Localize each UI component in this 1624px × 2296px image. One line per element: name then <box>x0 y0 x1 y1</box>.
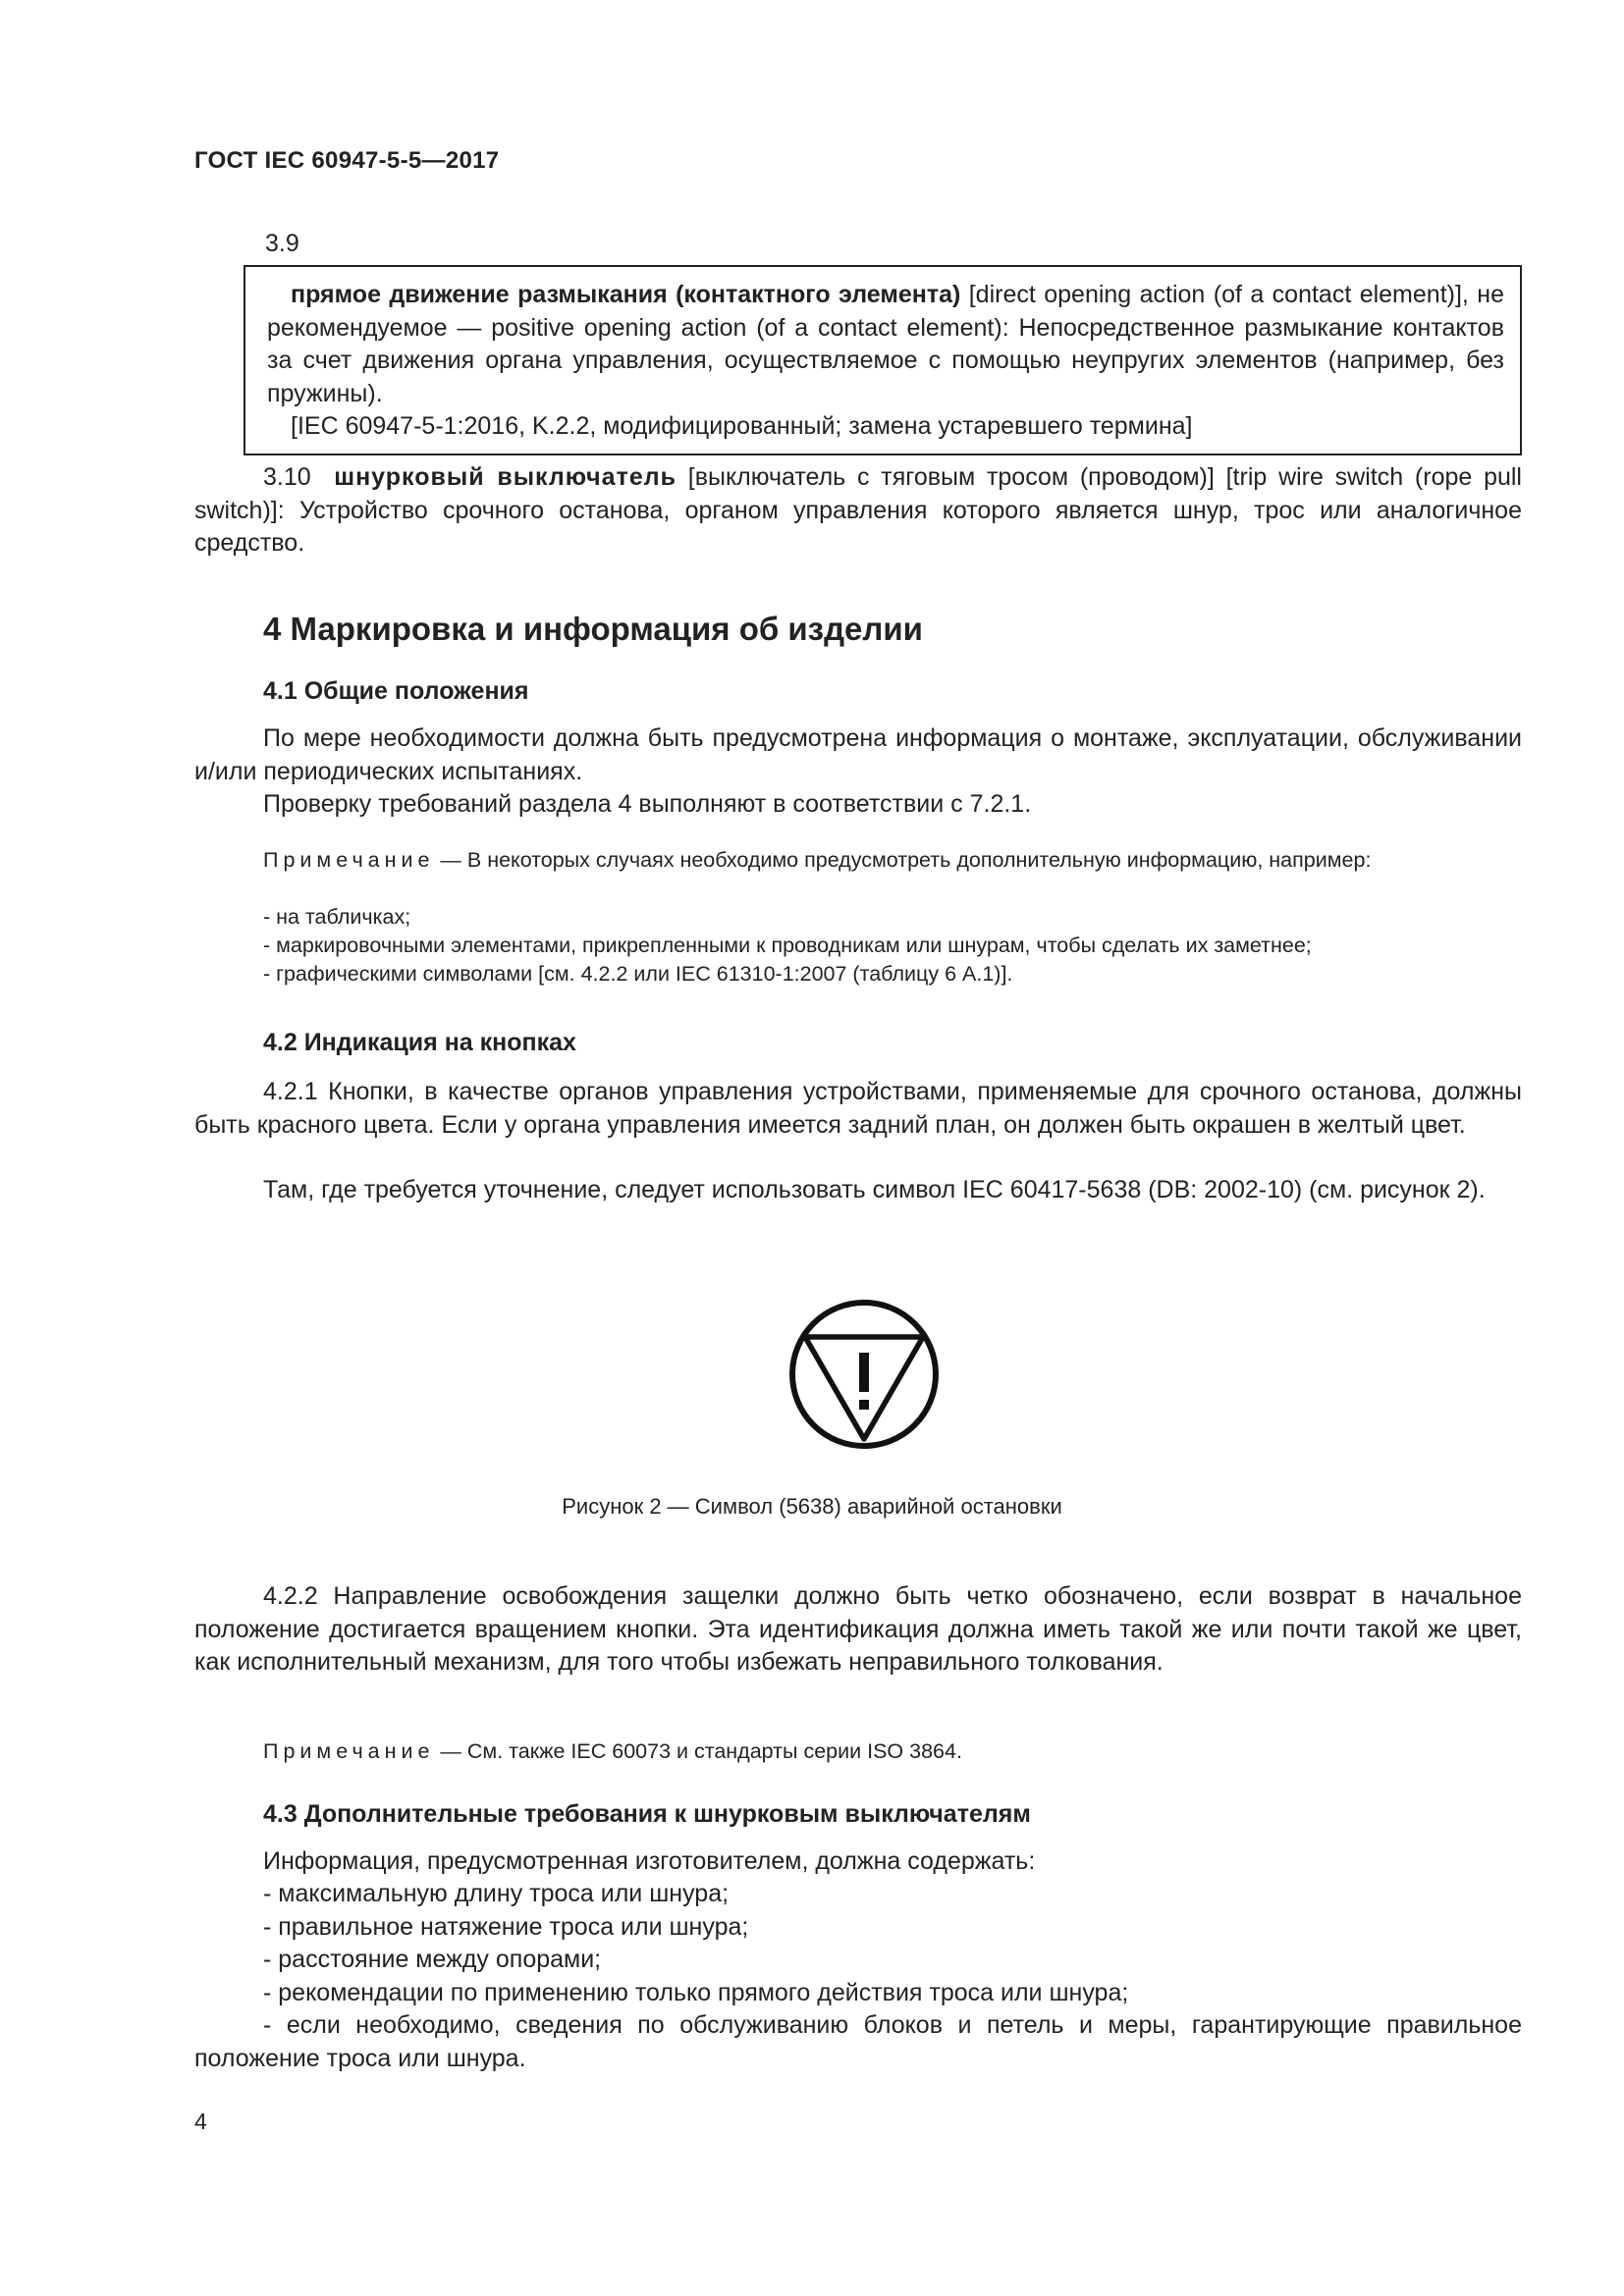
note-text: — См. также IEC 60073 и стандарты серии ISO 3864. <box>434 1739 962 1763</box>
definition-3-9-reference: [IEC 60947-5-1:2016, K.2.2, модифицированный; замена устаревшего термина] <box>291 412 1193 440</box>
list-item: - если необходимо, сведения по обслуживанию блоков и петель и меры, гарантирующие правильное положение троса или шнура. <box>194 2011 1522 2072</box>
definition-3-10-text: [выключатель с тяговым тросом (проводом)] [trip wire switch (rope pull switch)]: Устройство срочного останова, органом управления которого является шнур, трос или аналогичное средство. <box>194 463 1522 557</box>
section-4-1-note-list <box>263 903 1522 988</box>
section-4-3-intro: Информация, предусмотренная изготовителем, должна содержать: <box>263 1847 1036 1875</box>
document-header: ГОСТ IEC 60947-5-5—2017 <box>194 147 500 174</box>
list-item: - максимальную длину троса или шнура; <box>263 1880 730 1907</box>
note-text: — В некоторых случаях необходимо предусмотреть дополнительную информацию, например: <box>434 848 1372 872</box>
section-4-1-paragraph-1: По мере необходимости должна быть предусмотрена информация о монтаже, эксплуатации, обслуживании и/или периодических испытаниях. <box>194 724 1522 785</box>
list-item: - правильное натяжение троса или шнура; <box>263 1912 749 1941</box>
list-item: - расстояние между опорами; <box>263 1946 602 1973</box>
section-4-2-1-paragraph: 4.2.1 Кнопки, в качестве органов управления устройствами, применяемые для срочного останова, должны быть красного цвета. Если у органа управления имеется задний план, он должен быть окрашен в желтый цвет. <box>194 1078 1522 1139</box>
list-item: - рекомендации по применению только прямого действия троса или шнура; <box>263 1978 1129 2006</box>
section-4-3-heading: 4.3 Дополнительные требования к шнурковым выключателям <box>263 1800 1031 1828</box>
emergency-stop-symbol-icon <box>785 1296 943 1453</box>
note-label: Примечание <box>263 1739 435 1763</box>
clause-3-9-number: 3.9 <box>265 230 299 257</box>
list-item: - графическими символами [см. 4.2.2 или IEC 61310-1:2007 (таблицу 6 А.1)]. <box>263 962 1013 986</box>
section-4-2-2-paragraph: 4.2.2 Направление освобождения защелки должно быть четко обозначено, если возврат в начальное положение достигается вращением кнопки. Эта идентификация должна иметь такой же или почти такой же цвет, как исполнительный механизм, для того чтобы избежать неправильного толкования. <box>194 1582 1522 1676</box>
note-label: Примечание <box>263 848 435 872</box>
term-3-10: шнурковый выключатель <box>334 463 677 491</box>
section-4-heading: 4 Маркировка и информация об изделии <box>263 611 923 647</box>
section-4-1-paragraph-2: Проверку требований раздела 4 выполняют в соответствии с 7.2.1. <box>263 790 1032 818</box>
section-4-2-note <box>194 1737 1522 1766</box>
term-3-9: прямое движение размыкания (контактного элемента) <box>291 281 961 308</box>
section-4-3-list <box>263 1878 1522 2009</box>
list-item: - на табличках; <box>263 905 411 929</box>
section-4-2-heading: 4.2 Индикация на кнопках <box>263 1029 576 1056</box>
definition-3-9-text: [direct opening action (of a contact element)], не рекомендуемое — positive opening action (of a contact element): Непосредственное размыкание контактов за счет движения органа управления, осуществляемое с помощью неупругих элементов (например, без пружины). <box>267 281 1504 407</box>
definition-3-10 <box>194 461 1522 561</box>
list-item: - маркировочными элементами, прикрепленными к проводникам или шнурам, чтобы сделать их заметнее; <box>263 934 1312 957</box>
section-4-1-note <box>194 846 1522 875</box>
page-number: 4 <box>194 2109 207 2134</box>
clause-3-10-number: 3.10 <box>263 463 311 491</box>
section-4-1-heading: 4.1 Общие положения <box>263 677 529 705</box>
definition-3-9 <box>267 279 1504 410</box>
section-4-2-1-paragraph-2: Там, где требуется уточнение, следует использовать символ IEC 60417-5638 (DB: 2002-10) (см. рисунок 2). <box>263 1176 1486 1203</box>
definition-box-3-9 <box>244 265 1522 455</box>
figure-2-caption: Рисунок 2 — Символ (5638) аварийной остановки <box>562 1494 1062 1519</box>
